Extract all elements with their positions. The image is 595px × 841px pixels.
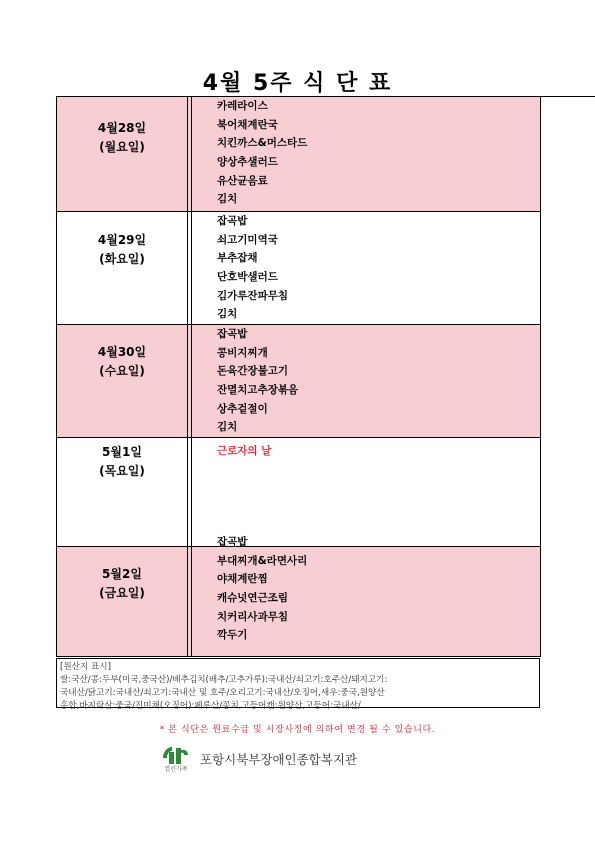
change-notice: * 본 식단은 원료수급 및 시장사정에 의하여 변경 될 수 있습니다. <box>159 725 436 735</box>
menu-day-tuesday <box>57 212 541 325</box>
column-divider <box>191 325 192 437</box>
column-divider <box>191 438 192 546</box>
menu-item: 김치 <box>217 193 238 206</box>
menu-item: 잡곡밥 <box>217 215 248 227</box>
day-date: 5월2일 <box>102 567 142 581</box>
menu-item: 잡곡밥 <box>217 328 248 340</box>
day-date: 4월29일 <box>97 233 147 247</box>
day-date: 5월1일 <box>102 445 142 459</box>
page-title: 4월 5주 식 단 표 <box>202 71 393 96</box>
menu-item: 돈육간장불고기 <box>217 365 289 378</box>
menu-item: 김치 <box>217 308 238 321</box>
menu-items <box>217 97 307 209</box>
menu-item: 부추잡채 <box>217 252 258 265</box>
menu-item: 김치 <box>217 421 238 434</box>
menu-day-monday <box>57 97 541 212</box>
menu-item: 부대찌개&라면사리 <box>217 554 308 567</box>
day-weekday: (월요일) <box>99 140 145 154</box>
column-divider <box>187 212 188 324</box>
origin-label-line: 쌀:국산/콩:두부(미국,중국산)/배추김치(배추/고추가루):국내산/쇠고기:호주산/돼지고기: <box>60 675 388 685</box>
menu-items <box>217 212 288 324</box>
column-divider <box>187 438 188 546</box>
column-divider <box>187 97 188 211</box>
day-date: 4월28일 <box>97 121 147 135</box>
menu-item: 깍두기 <box>217 629 248 642</box>
menu-day-wednesday <box>57 325 541 438</box>
column-divider <box>187 325 188 437</box>
menu-item: 야채계란찜 <box>217 573 268 586</box>
day-date: 4월30일 <box>97 345 147 359</box>
menu-item: 캐슈넛연근조림 <box>217 592 289 605</box>
origin-label-box <box>56 658 540 711</box>
organization-name: 포항시북부장애인종합복지관 <box>200 752 357 767</box>
menu-item: 쇠고기미역국 <box>217 233 278 246</box>
menu-day-thursday <box>57 438 541 547</box>
menu-item: 유산균음료 <box>217 174 268 187</box>
origin-label-title: [원산지 표시] <box>60 662 111 672</box>
menu-item: 양상추샐러드 <box>217 156 278 169</box>
menu-item: 잡곡밥 <box>217 536 248 548</box>
column-divider <box>191 547 192 656</box>
menu-items <box>217 325 298 437</box>
logo-caption: 열린가족 <box>164 766 188 773</box>
holiday-label: 근로자의 날 <box>217 445 272 457</box>
column-divider <box>187 547 188 656</box>
column-divider <box>191 97 192 211</box>
column-divider <box>191 212 192 324</box>
menu-item: 콩비지찌개 <box>217 346 268 359</box>
menu-day-friday <box>57 536 541 657</box>
day-weekday: (금요일) <box>99 586 145 600</box>
menu-item: 상추겉절이 <box>217 402 268 415</box>
origin-label-line: 홍합,바지락살:중국/진미채(오징어):페루산/꽁치,고등어캔:원양산,고등어:국내산/ <box>60 701 361 711</box>
menu-item: 치킨까스&머스타드 <box>217 137 308 150</box>
menu-item: 단호박샐러드 <box>217 271 278 284</box>
footer <box>160 742 420 772</box>
day-weekday: (목요일) <box>99 464 145 478</box>
day-weekday: (수요일) <box>99 364 145 378</box>
day-weekday: (화요일) <box>99 252 145 266</box>
menu-item: 김가루잔파무침 <box>217 289 289 302</box>
menu-item: 북어채계란국 <box>217 118 278 131</box>
origin-label-line: 국내산/닭고기:국내산/쇠고기:국내산 및 호주/오리고기:국내산/오징어,새우:중국,원양산 <box>60 688 385 698</box>
menu-items <box>217 442 271 461</box>
menu-item: 치커리사과무침 <box>217 610 289 623</box>
menu-item: 카레라이스 <box>217 100 268 112</box>
menu-item: 잔멸치고추장볶음 <box>217 384 299 397</box>
menu-items <box>217 533 307 645</box>
menu-table <box>56 96 595 657</box>
